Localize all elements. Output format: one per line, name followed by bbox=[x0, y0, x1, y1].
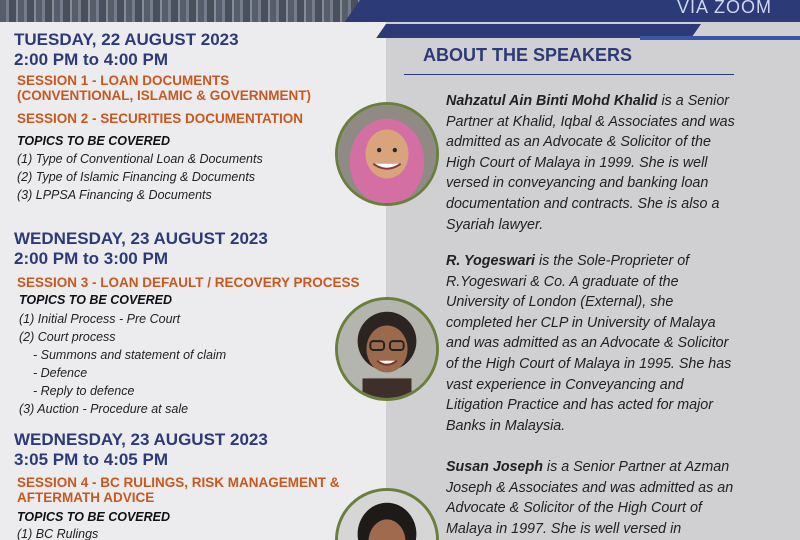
bio-text: Partner at Khalid, Iqbal & Associates and was bbox=[446, 113, 735, 130]
speaker-bio bbox=[446, 457, 788, 539]
header-banner bbox=[0, 0, 800, 22]
day-heading: WEDNESDAY, 23 AUGUST 2023 bbox=[14, 229, 268, 248]
topic-item: (2) Type of Islamic Financing & Documents bbox=[17, 170, 256, 184]
session-title: SESSION 1 - LOAN DOCUMENTS bbox=[17, 73, 230, 88]
via-zoom-label: VIA ZOOM bbox=[676, 0, 772, 17]
topic-item: (3) LPPSA Financing & Documents bbox=[17, 188, 212, 202]
speaker-photo bbox=[335, 297, 439, 401]
day-heading: WEDNESDAY, 23 AUGUST 2023 bbox=[14, 430, 268, 449]
time-heading: 3:05 PM to 4:05 PM bbox=[14, 450, 168, 469]
day-heading: TUESDAY, 22 AUGUST 2023 bbox=[14, 30, 239, 49]
bio-text: is the Sole-Proprieter of bbox=[535, 253, 690, 269]
session-title: SESSION 3 - LOAN DEFAULT / RECOVERY PROCESS bbox=[17, 275, 360, 290]
time-heading: 2:00 PM to 4:00 PM bbox=[14, 50, 168, 69]
bio-text: Malaya in 1997. She is well versed in bbox=[446, 520, 682, 537]
city-skyline-image bbox=[0, 0, 400, 22]
bio-text: R.Yogeswari & Co. A graduate of the bbox=[446, 273, 679, 290]
bio-text: Joseph & Associates and was admitted as an bbox=[446, 479, 734, 496]
bio-text: documentation and contracts. She is also a bbox=[446, 195, 720, 212]
session-title: SESSION 4 - BC RULINGS, RISK MANAGEMENT & bbox=[17, 475, 340, 490]
speaker-portrait-icon bbox=[338, 300, 436, 398]
bio-text: Banks in Malaysia. bbox=[446, 417, 566, 434]
topic-subitem: - Reply to defence bbox=[33, 384, 135, 398]
bio-text: Syariah lawyer. bbox=[446, 216, 544, 233]
session-title: AFTERMATH ADVICE bbox=[17, 490, 155, 505]
speaker-name: Susan Joseph bbox=[446, 459, 543, 475]
topics-label: TOPICS TO BE COVERED bbox=[17, 134, 171, 148]
speaker-photo bbox=[335, 102, 439, 206]
topic-item: (1) Initial Process - Pre Court bbox=[19, 312, 181, 326]
bio-text: completed her CLP in University of Malaya bbox=[446, 314, 716, 331]
time-heading: 2:00 PM to 3:00 PM bbox=[14, 249, 168, 268]
about-speakers-heading: ABOUT THE SPEAKERS bbox=[423, 45, 633, 65]
bio-text: University of London (External), she bbox=[446, 294, 674, 311]
topic-item: (3) Auction - Procedure at sale bbox=[19, 402, 189, 416]
bio-text: is a Senior Partner at Azman bbox=[542, 459, 730, 475]
divider bbox=[404, 74, 734, 75]
session-title: (CONVENTIONAL, ISLAMIC & GOVERNMENT) bbox=[17, 88, 311, 103]
topic-subitem: - Summons and statement of claim bbox=[33, 348, 227, 362]
bio-text: Litigation Practice and has acted for major bbox=[446, 397, 714, 414]
bio-text: Advocate & Solicitor of the High Court of bbox=[446, 500, 702, 517]
bio-text: is a Senior bbox=[657, 93, 730, 109]
bio-text: and was admitted as an Advocate & Solicitor bbox=[446, 335, 729, 352]
speaker-name: R. Yogeswari bbox=[446, 253, 535, 269]
bio-text: admitted as an Advocate & Solicitor of the bbox=[446, 134, 711, 151]
bio-text: vast experience in Conveyancing and bbox=[446, 376, 684, 393]
speaker-bio bbox=[446, 91, 788, 235]
speaker-bio bbox=[446, 251, 788, 436]
topic-item: (1) BC Rulings bbox=[17, 527, 99, 540]
bio-text: High Court of Malaya in 1999. She is well bbox=[446, 154, 708, 171]
speaker-name: Nahzatul Ain Binti Mohd Khalid bbox=[446, 93, 658, 109]
bio-text: of the High Court of Malaya in 1995. She has bbox=[446, 355, 732, 372]
session-title: SESSION 2 - SECURITIES DOCUMENTATION bbox=[17, 111, 304, 126]
topic-subitem: - Defence bbox=[33, 366, 88, 380]
bio-text: versed in conveyancing and banking loan bbox=[446, 175, 709, 192]
decorative-stripe bbox=[640, 36, 800, 40]
topic-item: (2) Court process bbox=[19, 330, 116, 344]
topic-item: (1) Type of Conventional Loan & Documents bbox=[17, 152, 263, 166]
topics-label: TOPICS TO BE COVERED bbox=[17, 510, 171, 524]
topics-label: TOPICS TO BE COVERED bbox=[19, 293, 173, 307]
speaker-portrait-icon bbox=[338, 105, 436, 203]
